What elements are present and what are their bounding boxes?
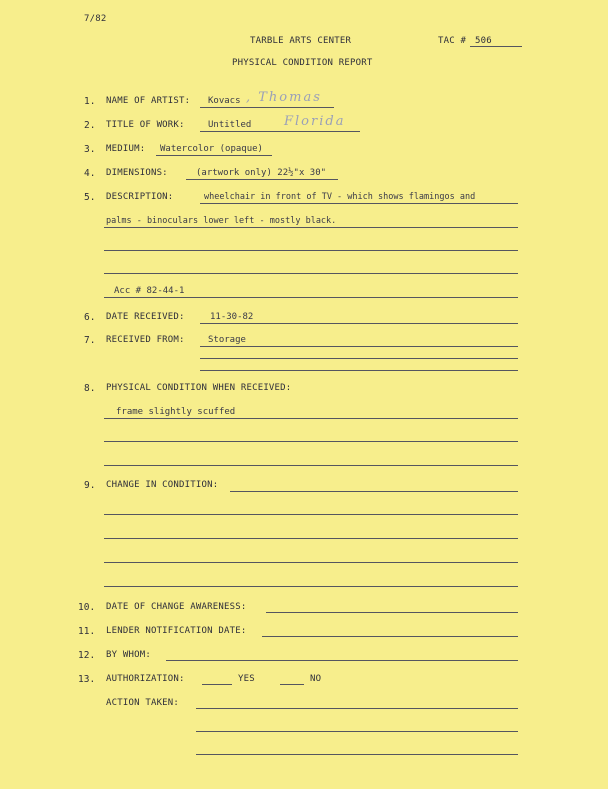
- condition-received-line-2[interactable]: [104, 441, 518, 442]
- description-underline-1[interactable]: [200, 203, 518, 204]
- field-10-label: DATE OF CHANGE AWARENESS:: [106, 602, 247, 612]
- artist-name-handwritten: , Thomas: [246, 90, 322, 105]
- field-9-label: CHANGE IN CONDITION:: [106, 480, 219, 490]
- field-11-number: 11.: [78, 626, 96, 637]
- action-taken-label: ACTION TAKEN:: [106, 698, 180, 708]
- accession-number: Acc # 82-44-1: [114, 286, 185, 296]
- field-9-number: 9.: [84, 480, 96, 491]
- field-10-number: 10.: [78, 602, 96, 613]
- medium-value: Watercolor (opaque): [160, 144, 263, 154]
- field-6-label: DATE RECEIVED:: [106, 312, 185, 322]
- no-blank[interactable]: [280, 684, 304, 685]
- field-12-number: 12.: [78, 650, 96, 661]
- field-13-number: 13.: [78, 674, 96, 685]
- field-7-number: 7.: [84, 335, 96, 346]
- change-condition-line-4[interactable]: [104, 562, 518, 563]
- field-4-number: 4.: [84, 168, 96, 179]
- description-underline-3[interactable]: [104, 250, 518, 251]
- change-awareness-line[interactable]: [266, 612, 518, 613]
- yes-blank[interactable]: [202, 684, 232, 685]
- artist-name-line[interactable]: [200, 107, 334, 108]
- field-11-label: LENDER NOTIFICATION DATE:: [106, 626, 247, 636]
- artist-name-typed: Kovacs: [208, 96, 241, 106]
- field-2-label: TITLE OF WORK:: [106, 120, 185, 130]
- description-underline-2[interactable]: [104, 227, 518, 228]
- action-taken-line-1[interactable]: [196, 708, 518, 709]
- field-2-number: 2.: [84, 120, 96, 131]
- received-from-line-2[interactable]: [200, 358, 518, 359]
- tac-number: 506: [475, 36, 492, 46]
- description-line-2: palms - binoculars lower left - mostly black.: [106, 216, 337, 226]
- lender-notification-line[interactable]: [262, 636, 518, 637]
- field-3-label: MEDIUM:: [106, 144, 146, 154]
- description-underline-4[interactable]: [104, 273, 518, 274]
- dimensions-line[interactable]: [186, 179, 338, 180]
- change-condition-line-1[interactable]: [230, 491, 518, 492]
- received-from-line-1[interactable]: [200, 346, 518, 347]
- field-5-number: 5.: [84, 192, 96, 203]
- field-1-label: NAME OF ARTIST:: [106, 96, 191, 106]
- action-taken-line-3[interactable]: [196, 754, 518, 755]
- received-from-line-3[interactable]: [200, 370, 518, 371]
- form-title: PHYSICAL CONDITION REPORT: [232, 58, 373, 68]
- change-condition-line-3[interactable]: [104, 538, 518, 539]
- no-label: NO: [310, 674, 322, 684]
- date-received-line[interactable]: [200, 323, 518, 324]
- field-13-label: AUTHORIZATION:: [106, 674, 185, 684]
- received-from-value: Storage: [208, 335, 246, 345]
- tac-label: TAC #: [438, 36, 467, 46]
- change-condition-line-2[interactable]: [104, 514, 518, 515]
- field-8-number: 8.: [84, 383, 96, 394]
- date-code: 7/82: [84, 14, 107, 24]
- yes-label: YES: [238, 674, 255, 684]
- condition-received-line-1[interactable]: [104, 418, 518, 419]
- organization-name: TARBLE ARTS CENTER: [250, 36, 352, 46]
- field-4-label: DIMENSIONS:: [106, 168, 168, 178]
- condition-received-line-3[interactable]: [104, 465, 518, 466]
- field-5-label: DESCRIPTION:: [106, 192, 174, 202]
- field-12-label: BY WHOM:: [106, 650, 151, 660]
- description-line-1: wheelchair in front of TV - which shows flamingos and: [204, 192, 476, 202]
- accession-underline[interactable]: [104, 297, 518, 298]
- field-1-number: 1.: [84, 96, 96, 107]
- title-line[interactable]: [200, 131, 360, 132]
- tac-underline: [470, 46, 522, 47]
- date-received-value: 11-30-82: [210, 312, 254, 322]
- condition-received-value: frame slightly scuffed: [116, 407, 236, 417]
- medium-line[interactable]: [156, 155, 272, 156]
- dimensions-value: (artwork only) 22½"x 30": [196, 168, 327, 178]
- field-7-label: RECEIVED FROM:: [106, 335, 185, 345]
- title-typed: Untitled: [208, 120, 252, 130]
- action-taken-line-2[interactable]: [196, 731, 518, 732]
- by-whom-line[interactable]: [166, 660, 518, 661]
- field-3-number: 3.: [84, 144, 96, 155]
- field-6-number: 6.: [84, 312, 96, 323]
- field-8-label: PHYSICAL CONDITION WHEN RECEIVED:: [106, 383, 292, 393]
- change-condition-line-5[interactable]: [104, 586, 518, 587]
- title-handwritten: Florida: [284, 114, 346, 129]
